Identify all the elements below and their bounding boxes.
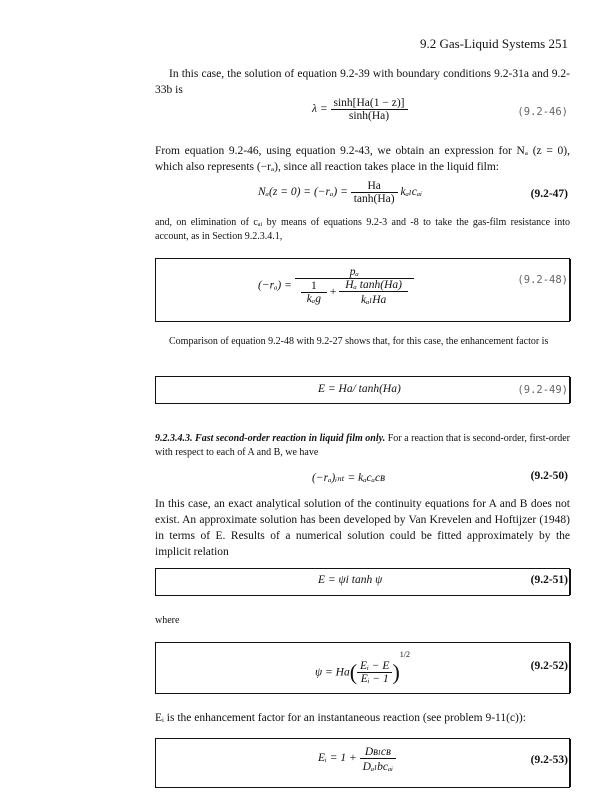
eq47-denominator: tanh(Ha)	[353, 193, 395, 205]
where-text: where	[155, 615, 180, 626]
eq51-label: (9.2-51)	[530, 574, 568, 586]
eq48-denominator	[295, 279, 414, 306]
eq48-fraction	[295, 266, 414, 306]
eq48-term2-num: Hₐ tanh(Ha)	[339, 279, 408, 292]
running-header: 9.2 Gas-Liquid Systems 251	[419, 36, 568, 51]
eq53-numerator: Dʙₗcʙ	[360, 744, 397, 759]
eq46-label: (9.2-46)	[517, 106, 568, 118]
eq46-numerator: sinh[Ha(1 − z)]	[331, 97, 408, 110]
eq52-denominator: Eᵢ − 1	[360, 672, 389, 685]
paragraph-derivation: From equation 9.2-46, using equation 9.2-43, we obtain an expression for Nₐ (z = 0), which also represents (−rₐ), since all reaction takes place in the liquid film:	[155, 145, 570, 173]
eq47-lhs: Nₐ(z = 0) = (−rₐ) =	[258, 186, 348, 199]
eq53-denominator: Dₐₗbcₐᵢ	[362, 761, 394, 773]
eq48-label: (9.2-48)	[517, 274, 568, 286]
eq52-rparen: )	[392, 659, 400, 685]
eq52-label: (9.2-52)	[530, 660, 568, 672]
equation-9-2-47	[258, 180, 422, 205]
eq48-lhs: (−rₐ) =	[258, 279, 292, 292]
eq47-label: (9.2-47)	[530, 188, 568, 200]
eq49-label: (9.2-49)	[517, 384, 568, 396]
paragraph-elimination: and, on elimination of cₐᵢ by means of equations 9.2-3 and -8 to take the gas-film resistance into account, as in Section 9.2.3.4.1,	[155, 217, 570, 242]
paragraph-fast-reaction-text: For a reaction that is second-order, first-order with respect to each of A and B, we have	[155, 433, 571, 458]
equation-9-2-51: E = ψi tanh ψ	[318, 574, 383, 586]
eq52-lhs: ψ = Ha	[315, 666, 350, 679]
equation-9-2-48	[258, 266, 414, 306]
equation-9-2-50: (−rₐ)ᵢₙₜ = kₐcₐcʙ	[312, 472, 386, 484]
eq46-fraction	[331, 97, 408, 122]
paragraph-intro: In this case, the solution of equation 9.2-39 with boundary conditions 9.2-31a and 9.2-33b is	[155, 68, 570, 96]
equation-9-2-46	[312, 97, 408, 122]
eq46-denominator: sinh(Ha)	[348, 110, 390, 122]
paragraph-comparison: Comparison of equation 9.2-48 with 9.2-27 shows that, for this case, the enhancement factor is	[169, 336, 549, 347]
eq48-term2-den: kₐₗHa	[360, 294, 387, 306]
eq52-numerator: Eᵢ − E	[357, 660, 392, 673]
eq48-plus: +	[329, 286, 337, 299]
eq50-label: (9.2-50)	[530, 470, 568, 482]
eq53-fraction	[360, 744, 397, 773]
equation-9-2-53	[318, 744, 396, 773]
eq48-numerator: pₐ	[295, 266, 414, 279]
equation-9-2-49: E = Ha/ tanh(Ha)	[318, 383, 401, 395]
eq47-numerator: Ha	[351, 180, 398, 193]
eq46-lhs: λ =	[312, 103, 328, 116]
eq52-exponent: 1/2	[399, 650, 410, 659]
eq48-term1-num: 1	[301, 280, 327, 293]
eq47-rhs: kₐₗcₐᵢ	[400, 186, 423, 199]
eq48-term1	[301, 280, 327, 305]
section-heading-9-2-3-4-3: 9.2.3.4.3. Fast second-order reaction in liquid film only.	[155, 433, 386, 444]
eq52-lparen: (	[349, 659, 358, 685]
eq53-lhs: Eᵢ = 1 +	[318, 752, 357, 765]
eq48-term2	[339, 279, 408, 306]
paragraph-instantaneous: Eᵢ is the enhancement factor for an instantaneous reaction (see problem 9-11(c)):	[155, 712, 526, 724]
equation-9-2-52	[315, 650, 410, 685]
eq47-fraction	[351, 180, 398, 205]
eq52-fraction	[357, 660, 392, 685]
eq48-term1-den: kₐg	[306, 293, 321, 305]
paragraph-fast-reaction	[155, 432, 570, 460]
paragraph-approximate-solution: In this case, an exact analytical solution of the continuity equations for A and B does not exist. An approximate solution has been developed by Van Krevelen and Hoftijzer (1948) in terms of E. Results of a numerical solution could be fitted approximately by the implicit relation	[155, 498, 570, 558]
eq53-label: (9.2-53)	[530, 754, 568, 766]
